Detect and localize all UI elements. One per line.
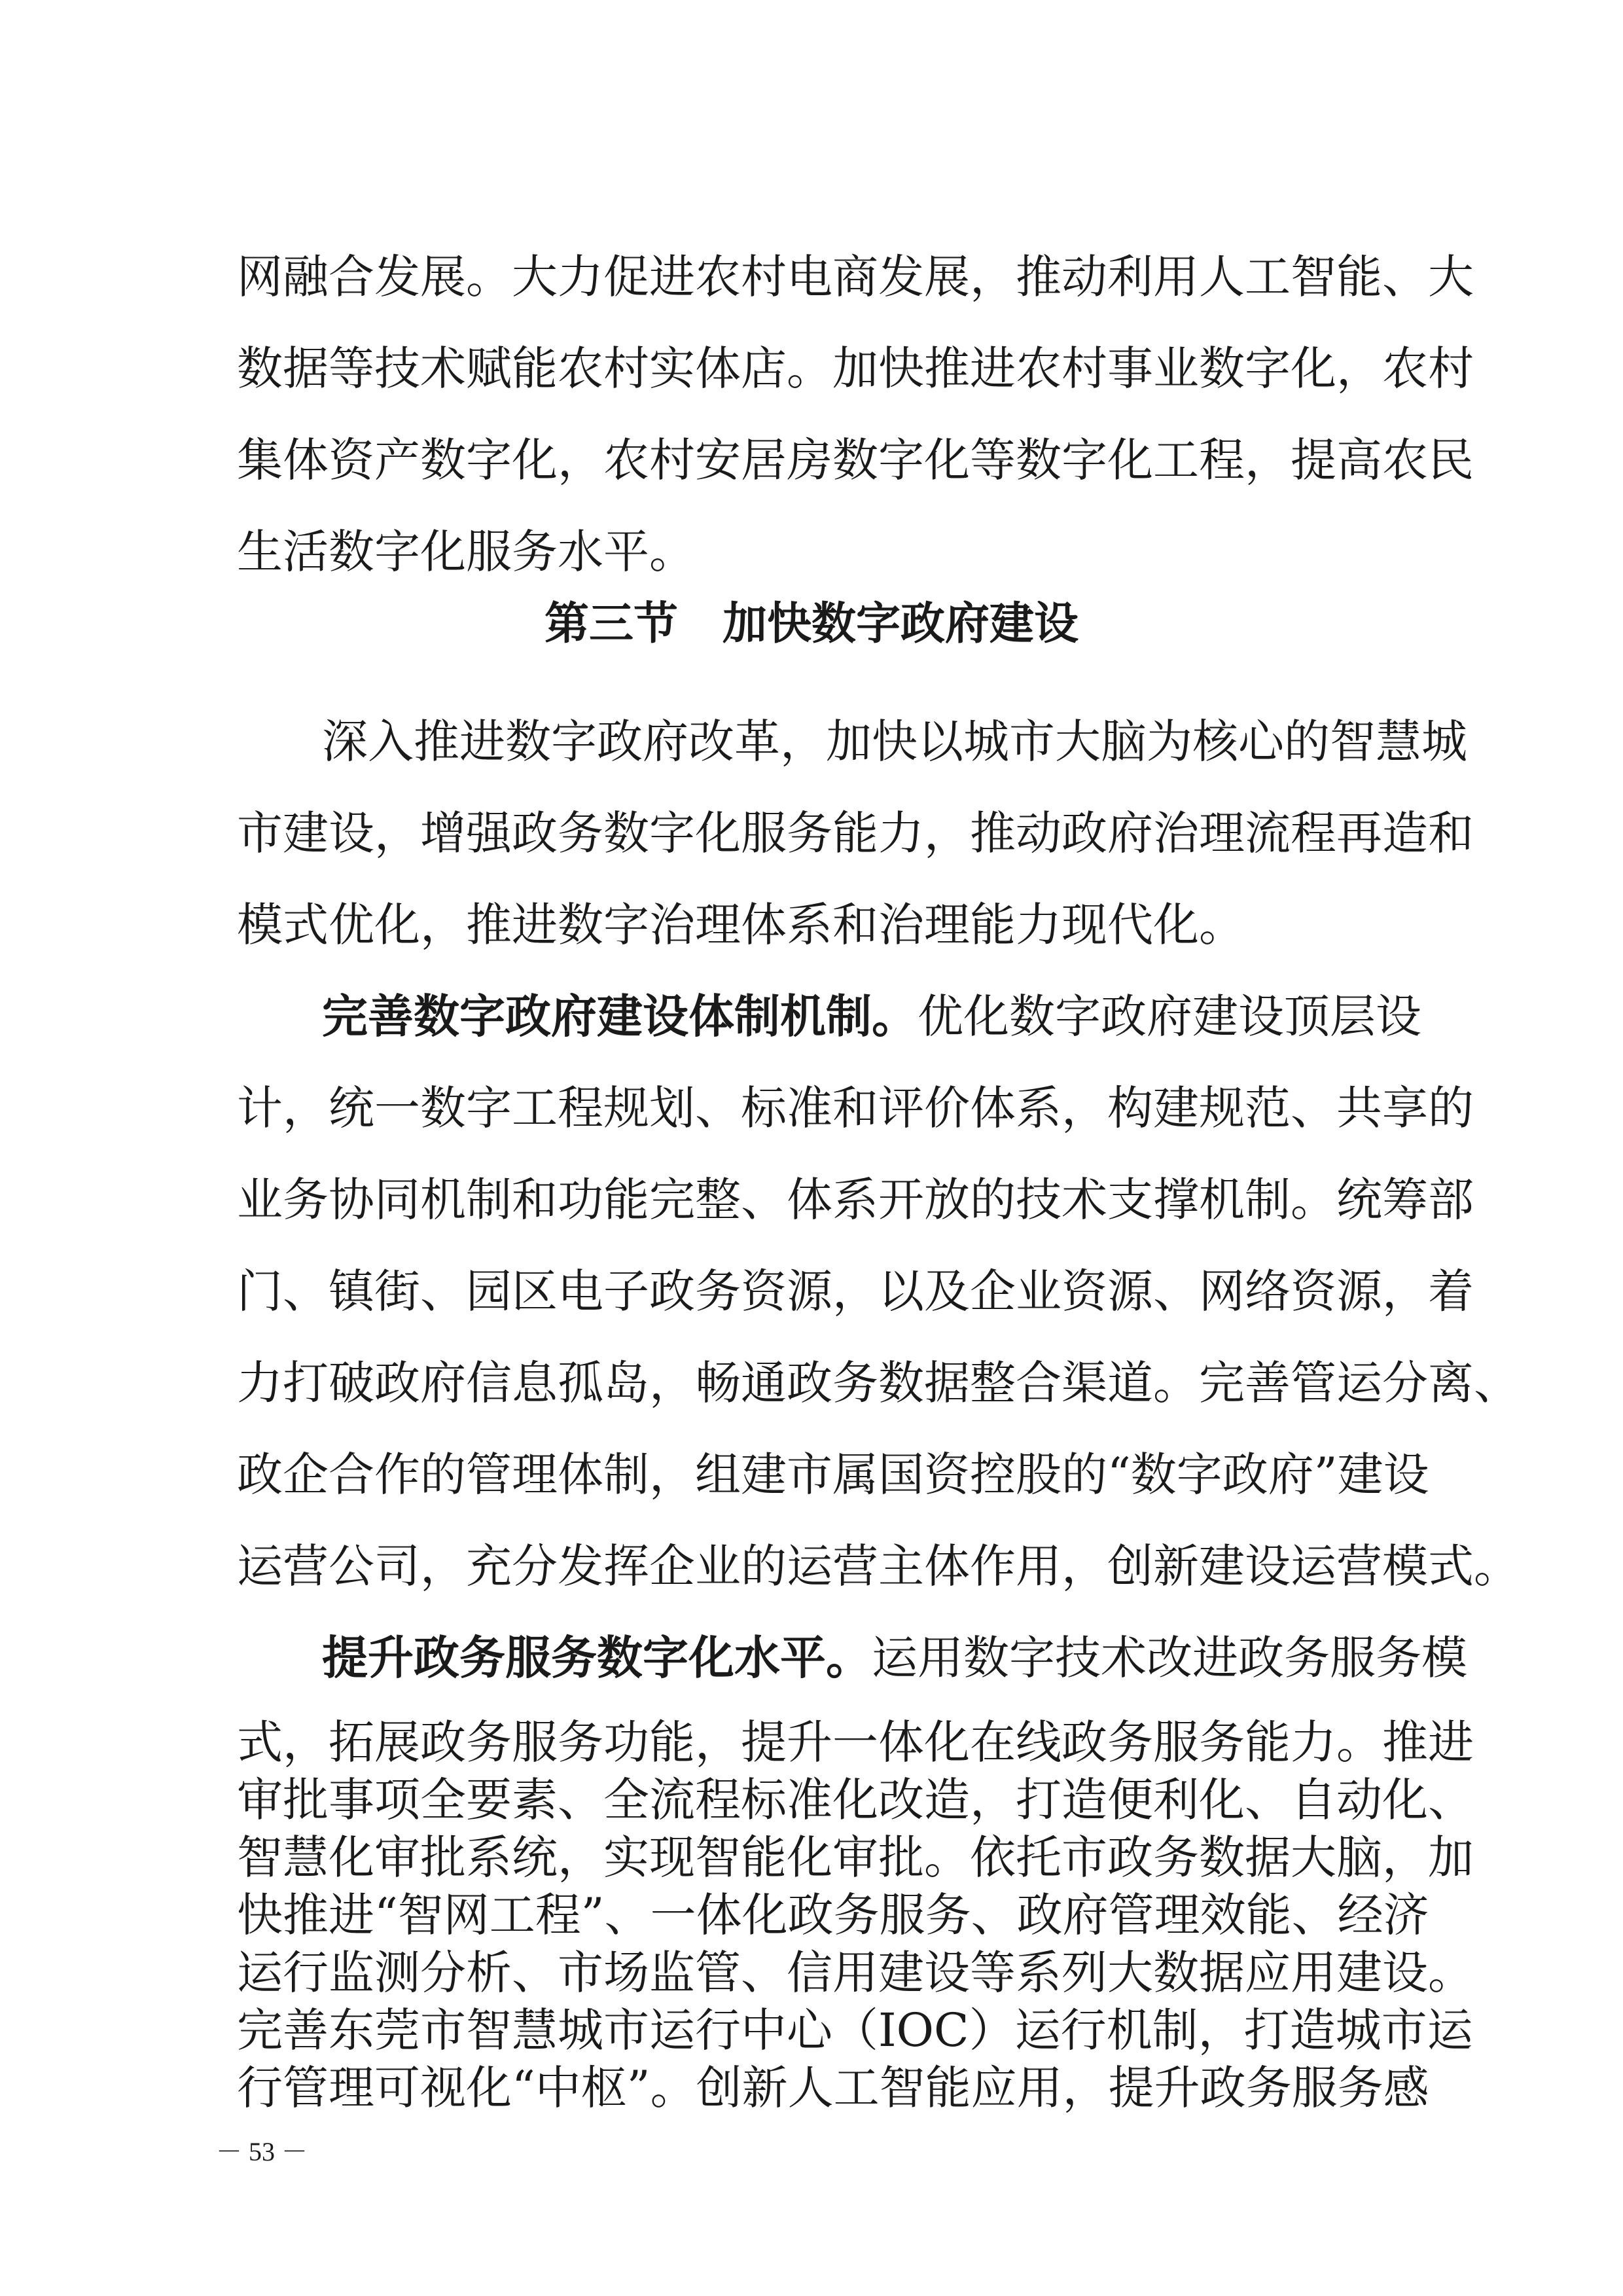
paragraph-line: 行管理可视化“中枢”。创新人工智能应用，提升政务服务感 xyxy=(237,2061,1429,2115)
paragraph-line: 网融合发展。大力促进农村电商发展，推动利用人工智能、大 xyxy=(237,250,1474,304)
paragraph-line: 计，统一数字工程规划、标准和评价体系，构建规范、共享的 xyxy=(237,1081,1474,1135)
paragraph-line: 集体资产数字化，农村安居房数字化等数字化工程，提高农民 xyxy=(237,433,1474,487)
paragraph-line: 政企合作的管理体制，组建市属国资控股的“数字政府”建设 xyxy=(237,1448,1429,1501)
paragraph-line: 完善东莞市智慧城市运行中心（IOC）运行机制，打造城市运 xyxy=(237,2003,1473,2057)
section-heading: 第三节 加快数字政府建设 xyxy=(544,598,1079,650)
paragraph-line: 数据等技术赋能农村实体店。加快推进农村事业数字化，农村 xyxy=(237,342,1474,395)
paragraph-line: 式，拓展政务服务功能，提升一体化在线政务服务能力。推进 xyxy=(237,1715,1474,1769)
paragraph-text: 运用数字技术改进政务服务模 xyxy=(872,1631,1467,1685)
paragraph-line: 市建设，增强政务数字化服务能力，推动政府治理流程再造和 xyxy=(237,806,1474,860)
paragraph-line: 模式优化，推进数字治理体系和治理能力现代化。 xyxy=(237,898,1245,952)
paragraph-line: 运行监测分析、市场监管、信用建设等系列大数据应用建设。 xyxy=(237,1946,1474,2000)
paragraph-line: 生活数字化服务水平。 xyxy=(237,525,695,579)
paragraph-lead-heading: 提升政务服务数字化水平。 xyxy=(322,1630,872,1685)
paragraph-line: 力打破政府信息孤岛，畅通政务数据整合渠道。完善管运分离、 xyxy=(237,1356,1520,1410)
paragraph-line: 智慧化审批系统，实现智能化审批。依托市政务数据大脑，加 xyxy=(237,1831,1474,1884)
paragraph-lead-heading: 完善数字政府建设体制机制。 xyxy=(322,989,918,1043)
paragraph-line: 门、镇街、园区电子政务资源，以及企业资源、网络资源，着 xyxy=(237,1265,1474,1318)
paragraph-first-line xyxy=(322,980,1421,1052)
paragraph-line: 运营公司，充分发挥企业的运营主体作用，创新建设运营模式。 xyxy=(237,1539,1520,1593)
paragraph-line: 快推进“智网工程”、一体化政务服务、政府管理效能、经济 xyxy=(237,1888,1429,1942)
paragraph-text: 优化数字政府建设顶层设 xyxy=(918,990,1421,1043)
paragraph-line: 业务协同机制和功能完整、体系开放的技术支撑机制。统筹部 xyxy=(237,1173,1474,1227)
page-number: － 53 － xyxy=(216,2137,308,2166)
paragraph-first-line xyxy=(322,1622,1467,1694)
paragraph-line: 审批事项全要素、全流程标准化改造，打造便利化、自动化、 xyxy=(237,1773,1474,1827)
paragraph-line: 深入推进数字政府改革，加快以城市大脑为核心的智慧城 xyxy=(322,715,1467,768)
